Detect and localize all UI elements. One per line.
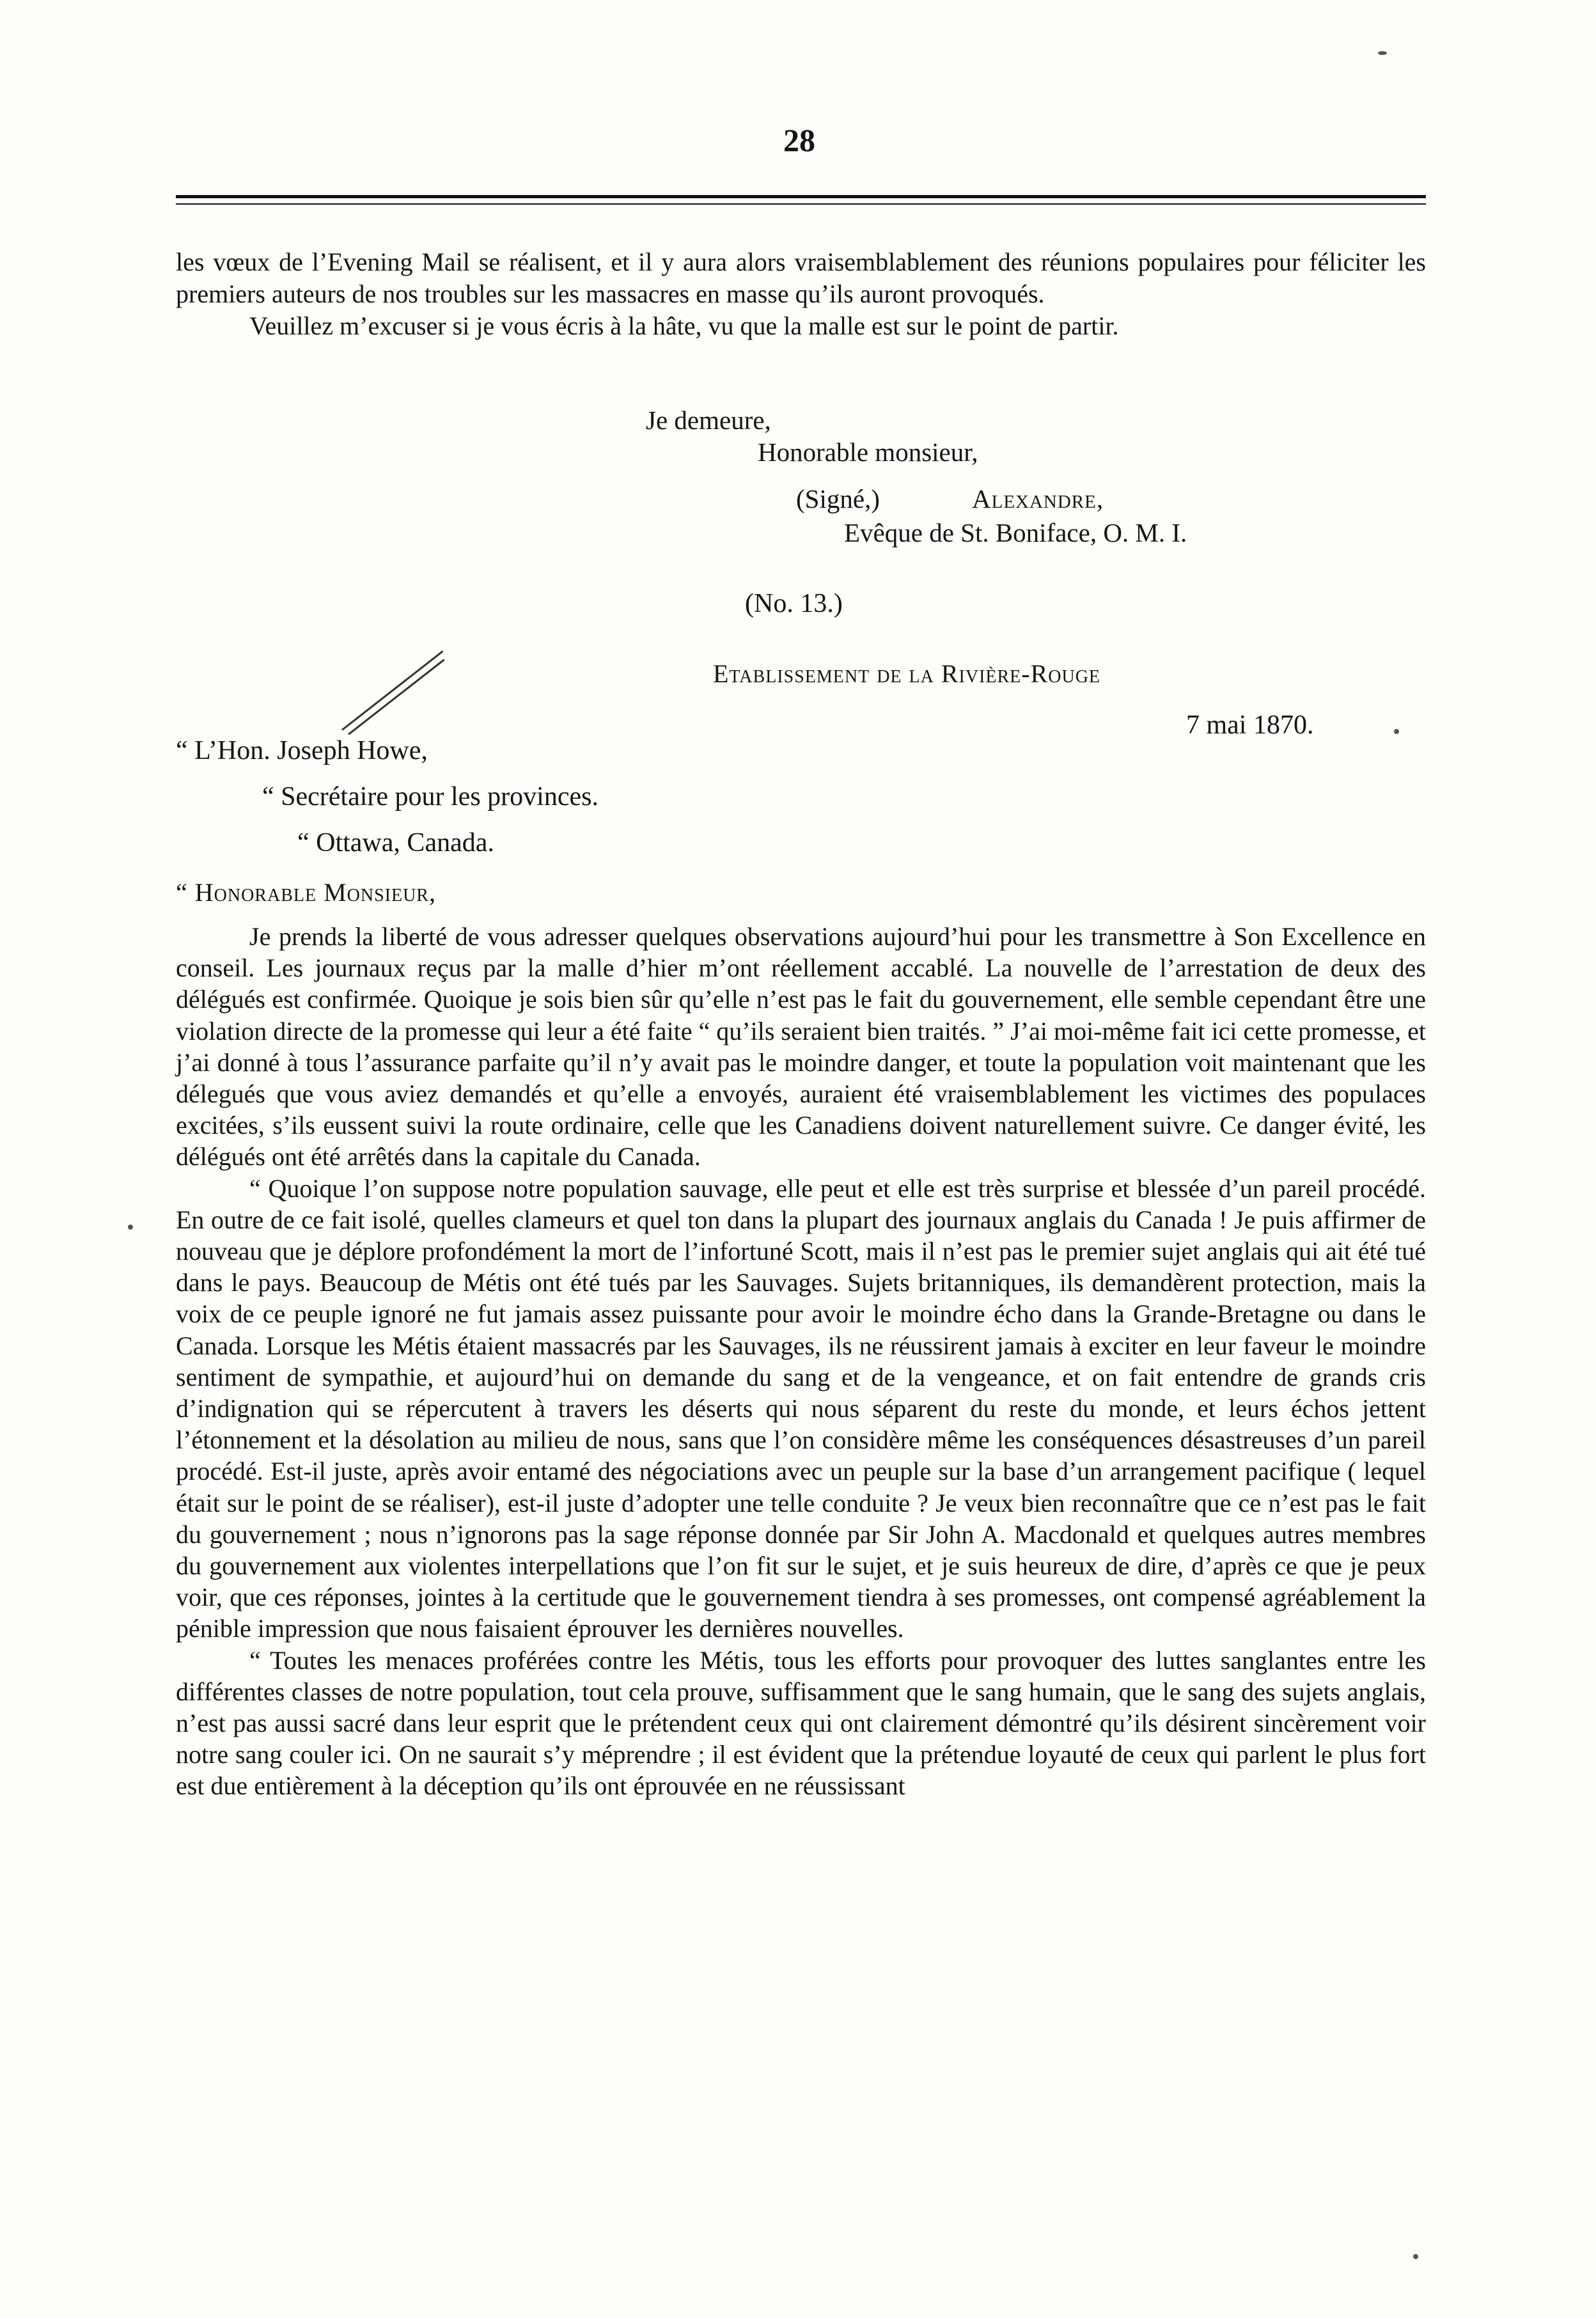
page-number: 28 — [783, 122, 815, 158]
address-line: “ Secrétaire pour les provinces. — [262, 782, 598, 811]
letter-paragraph: “ Toutes les menaces proférées contre les Métis, tous les efforts pour provoquer des luttes sanglantes entre les différentes classes de notre population, tout cela prouve, suffisamment que le sang humain, que le sang des sujets anglais, n’est pas aussi sacré dans leur esprit que le prétendent ceux qui ont clairement démontré qu’ils désirent sincèrement voir notre sang couler ici. On ne saurait s’y méprendre ; il est évident que la prétendue loyauté de ceux qui parlent le plus fort est due entièrement à la déception qu’ils ont éprouvée en ne réussissant — [176, 1645, 1426, 1801]
pen-stroke-mark — [341, 650, 443, 730]
speck-mark — [128, 1225, 133, 1230]
speck-mark — [1378, 51, 1387, 55]
header-rule — [176, 195, 1426, 198]
intro-paragraph: les vœux de l’Evening Mail se réalisent, et il y aura alors vraisemblablement des réunions populaires pour féliciter les premiers auteurs de nos troubles sur les massacres en masse qu’ils auront provoqués. — [176, 247, 1426, 308]
previous-letter-ending — [176, 246, 1426, 342]
letter-date: 7 mai 1870. — [1186, 710, 1314, 740]
letter-number: (No. 13.) — [745, 589, 843, 618]
pen-stroke-mark — [348, 659, 445, 735]
closing-line: Honorable monsieur, — [758, 437, 978, 467]
letter-paragraph: Je prends la liberté de vous adresser quelques observations aujourd’hui pour les transmettre à Son Excellence en conseil. Les journaux reçus par la malle d’hier m’ont réellement accablé. La nouvelle de l’arrestation de deux des délégués est confirmée. Quoique je sois bien sûr qu’elle n’est pas le fait du gouvernement, elle semble cependant être une violation directe de la promesse qui leur a été faite “ qu’ils seraient bien traités. ” J’ai moi-même fait ici cette promesse, et j’ai donné à tous l’assurance parfaite qu’il n’y avait pas le moindre danger, et toute la population voit maintenant que les délegués que vous aviez demandés et qu’elle a envoyés, auraient été vraisemblablement les victimes des populaces excitées, s’ils eussent suivi la route ordinaire, celle que les Canadiens doivent naturellement suivre. Ce danger évité, les délégués ont été arrêtés dans la capitale du Canada. — [176, 922, 1426, 1171]
speck-mark — [1413, 2254, 1418, 2259]
letter-place: Etablissement de la Rivière-Rouge — [713, 659, 1101, 688]
signatory-name: Alexandre, — [972, 484, 1104, 513]
speck-mark — [1394, 729, 1399, 734]
signed-label: (Signé,) — [796, 484, 880, 513]
header-rule-thin — [176, 203, 1426, 205]
intro-paragraph: Veuillez m’excuser si je vous écris à la hâte, vu que la malle est sur le point de partir. — [249, 311, 1119, 340]
salutation: “ Honorable Monsieur, — [176, 878, 436, 907]
address-line: “ L’Hon. Joseph Howe, — [176, 736, 428, 765]
letter-body — [176, 921, 1426, 1802]
signatory-title: Evêque de St. Boniface, O. M. I. — [844, 518, 1187, 547]
address-line: “ Ottawa, Canada. — [297, 828, 494, 858]
closing-line: Je demeure, — [646, 405, 771, 435]
letter-paragraph: “ Quoique l’on suppose notre population sauvage, elle peut et elle est très surprise et blessée d’un pareil procédé. En outre de ce fait isolé, quelles clameurs et quel ton dans la plupart des journaux anglais du Canada ! Je puis affirmer de nouveau que je déplore profondément la mort de l’infortuné Scott, mais il n’est pas le premier sujet anglais qui ait été tué dans le pays. Beaucoup de Métis ont été tués par les Sauvages. Sujets britanniques, ils demandèrent protection, mais la voix de ce peuple ignoré ne fut jamais assez puissante pour avoir le moindre écho dans la Grande-Bretagne ou dans le Canada. Lorsque les Métis étaient massacrés par les Sauvages, ils ne réussirent jamais à exciter en leur faveur le moindre sentiment de sympathie, et aujourd’hui on demande du sang et de la vengeance, et on fait entendre de grands cris d’indignation qui se répercutent à travers les déserts qui nous séparent du reste du monde, et leurs échos jettent l’étonnement et la désolation au milieu de nous, sans que l’on considère même les conséquences désastreuses d’un pareil procédé. Est-il juste, après avoir entamé des négociations avec un peuple sur la base d’un arrangement pacifique ( lequel était sur le point de se réaliser), est-il juste d’adopter une telle conduite ? Je veux bien reconnaître que ce n’est pas le fait du gouvernement ; nous n’ignorons pas la sage réponse donnée par Sir John A. Macdonald et quelques autres membres du gouvernement aux violentes interpellations que l’on fit sur le sujet, et je suis heureux de dire, d’après ce que je peux voir, que ces réponses, jointes à la certitude que le gouvernement tiendra à ses promesses, ont compensé agréablement la pénible impression que nous faisaient éprouver les dernières nouvelles. — [176, 1173, 1426, 1643]
